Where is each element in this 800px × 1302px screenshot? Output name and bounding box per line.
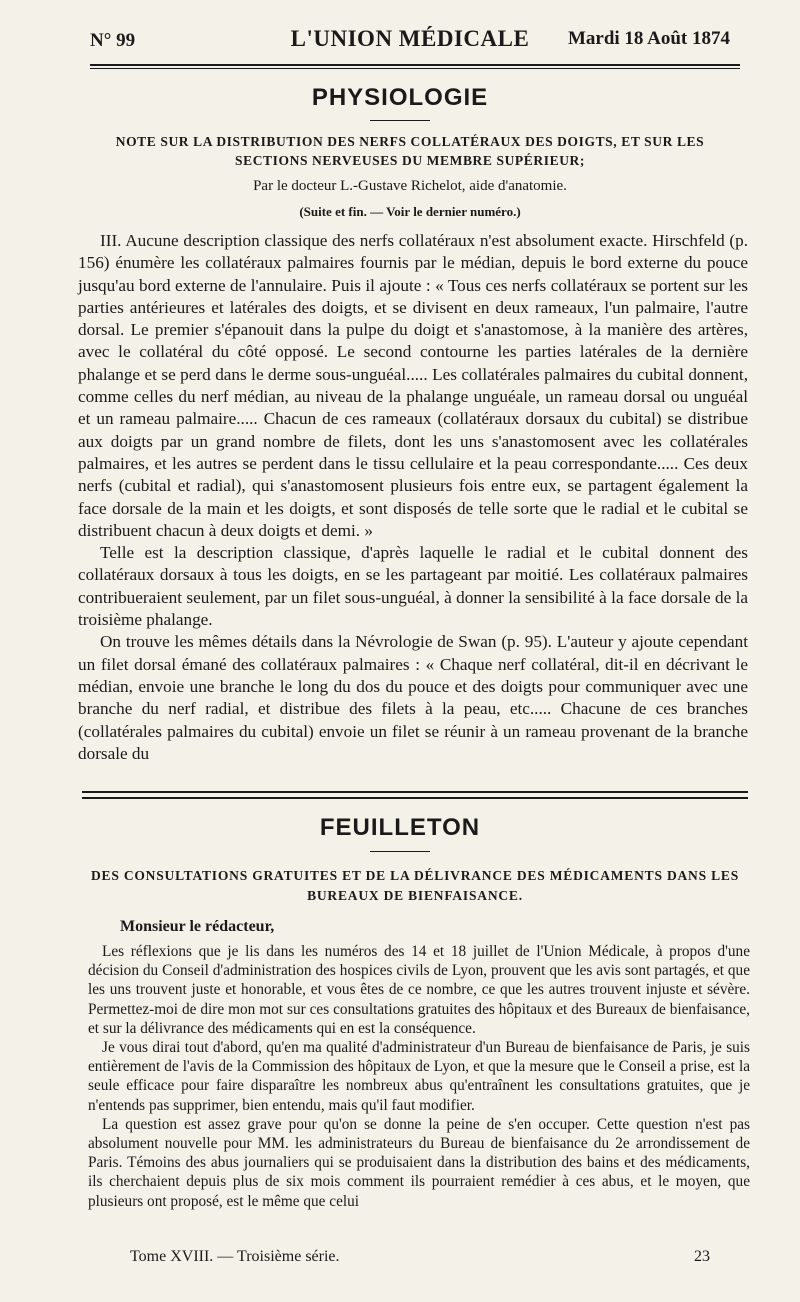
article-paragraph: On trouve les mêmes détails dans la Névrologie de Swan (p. 95). L'auteur y ajoute cependant un filet dorsal émané des collatéraux palmaires : « Chaque nerf collatéral, dit-il en décrivant le médian, envoie une branche le long du dos du pouce et des doigts pour communiquer avec une branche du nerf radial, et distribue des filets à la peau, etc..... Chacune de ces branches (collatérales palmaires du cubital) envoie un filet se réunir à un rameau provenant de la branche dorsale du: [78, 632, 748, 763]
article-body: [78, 230, 748, 765]
feuilleton-title-line-1: DES CONSULTATIONS GRATUITES ET DE LA DÉLIVRANCE DES MÉDICAMENTS DANS LES: [91, 868, 739, 883]
section-title-physiologie: PHYSIOLOGIE: [311, 84, 489, 111]
header-rule-thin: [90, 68, 740, 69]
feuilleton-rule: [82, 791, 748, 793]
continuation-note: (Suite et fin. — Voir le dernier numéro.): [299, 204, 521, 219]
section-divider: [370, 120, 430, 121]
page-number: 23: [694, 1248, 710, 1265]
feuilleton-body: [88, 942, 750, 1211]
header-rule: [90, 64, 740, 66]
section-title-feuilleton: FEUILLETON: [319, 814, 481, 841]
feuilleton-paragraph: Les réflexions que je lis dans les numéros des 14 et 18 juillet de l'Union Médicale, à propos d'une décision du Conseil d'administration des hospices civils de Lyon, prouvent que les avis sont partagés, et que les uns trouvent juste et honorable, et vous êtes de ce nombre, ce que les autres trouvent injuste et sévère. Permettez-moi de dire mon mot sur ces consultations gratuites des hôpitaux et des Bureaux de bienfaisance, et sur la délivrance des médicaments qui en est la conséquence.: [88, 943, 750, 1037]
feuilleton-paragraph: Je vous dirai tout d'abord, qu'en ma qualité d'administrateur d'un Bureau de bienfaisance de Paris, je suis entièrement de l'avis de la Commission des hôpitaux de Lyon, et que la mesure que le Conseil a prise, est la seule efficace pour faire disparaître les nombreux abus qu'entraînent les consultations gratuites, que je n'entends pas supprimer, bien entendu, mais qu'il faut modifier.: [88, 1039, 750, 1114]
article-paragraph: Telle est la description classique, d'après laquelle le radial et le cubital donnent des collatéraux dorsaux à tous les doigts, en se les partageant par moitié. Les collatéraux palmaires contribueraient seulement, par un filet sous-unguéal, à donner la sensibilité à la face dorsale de la troisième phalange.: [78, 543, 748, 630]
article-title: [80, 132, 740, 170]
salutation: Monsieur le rédacteur,: [120, 918, 275, 935]
feuilleton-title-line-2: BUREAUX DE BIENFAISANCE.: [307, 888, 523, 903]
feuilleton-paragraph: La question est assez grave pour qu'on se donne la peine de s'en occuper. Cette question n'est pas absolument nouvelle pour MM. les administrateurs du Bureau de bienfaisance du 2e arrondissement de Paris. Témoins des abus journaliers qui se produisaient dans la distribution des bains et des médicaments, ils cherchaient depuis plus de six mois comment ils pourraient remédier à ces abus, et le moyen, que plusieurs ont proposé, est le même que celui: [88, 1115, 750, 1210]
article-author: Par le docteur L.-Gustave Richelot, aide d'anatomie.: [253, 178, 567, 194]
article-title-line-2: SECTIONS NERVEUSES DU MEMBRE SUPÉRIEUR;: [235, 153, 585, 168]
feuilleton-rule-second: [82, 797, 748, 799]
article-title-line-1: NOTE SUR LA DISTRIBUTION DES NERFS COLLATÉRAUX DES DOIGTS, ET SUR LES: [115, 134, 705, 149]
feuilleton-divider: [370, 851, 430, 852]
article-paragraph: III. Aucune description classique des nerfs collatéraux n'est absolument exacte. Hirschfeld (p. 156) énumère les collatéraux palmaires fournis par le médian, depuis le bord externe du pouce jusqu'au bord externe de l'annulaire. Puis il ajoute : « Tous ces nerfs collatéraux se portent sur les parties antérieures et latérales des doigts, et se divisent en deux rameaux, l'un palmaire, l'autre dorsal. Le premier s'épanouit dans la pulpe du doigt et s'anastomose, à la manière des artères, avec le collatéral du côté opposé. Le second contourne les parties latérales de la dernière phalange et se perd dans le derme sous-unguéal..... Les collatérales palmaires du cubital donnent, comme celles du nerf médian, au niveau de la phalange unguéale, un rameau dorsal ou unguéal et un rameau palmaire..... Chacun de ces rameaux (collatéraux dorsaux du cubital) se distribue aux doigts par un grand nombre de filets, dont les uns s'anastomosent avec les collatérales palmaires, et les autres se perdent dans le tissu cellulaire et la peau correspondante..... Ces deux nerfs (cubital et radial), qui s'anastomosent plusieurs fois entre eux, se partagent également la face dorsale de la main et les doigts, et sont disposés de telle sorte que le radial et le cubital se distribuent chacun à deux doigts et demi. »: [78, 231, 748, 540]
issue-date: Mardi 18 Août 1874: [567, 28, 730, 49]
journal-title: L'UNION MÉDICALE: [290, 26, 530, 51]
feuilleton-title: [90, 866, 740, 906]
page-header: [90, 26, 730, 56]
issue-number: N° 99: [90, 30, 136, 51]
tome-series: Tome XVIII. — Troisième série.: [130, 1248, 340, 1265]
